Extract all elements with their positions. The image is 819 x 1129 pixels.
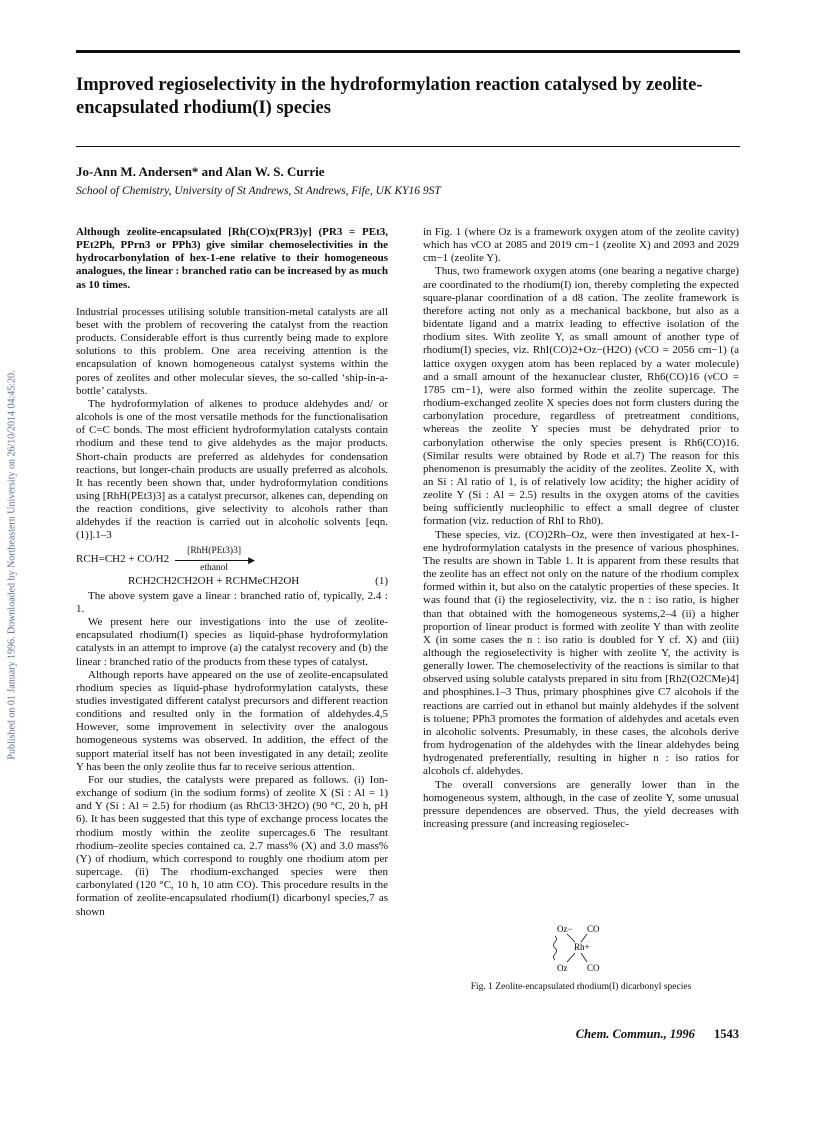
body-paragraph: The hydroformylation of alkenes to produce aldehydes and/ or alcohols is one of the most versatile methods for the functionalisation of C=C bonds. The most efficient hydroformylation catalysts contain rhodium and these tend to give aldehydes as the major products. Short-chain products are preferred as aldehydes for condensation reactions, but longer-chain products are usually preferred as alcohols. It has recently been shown that, under hydroformylation conditions using [RhH(PEt3)3] as a catalyst precursor, alkenes can, depending on the reaction conditions, give selectivity to alcohols rather than aldehydes if the reaction is carried out in alcoholic solvents [eqn. (1)].1–3	[76, 397, 388, 542]
download-watermark	[3, 0, 21, 1129]
header-rule	[76, 146, 740, 147]
rhodium-structure-diagram	[541, 920, 621, 978]
body-paragraph: These species, viz. (CO)2Rh–Oz, were then investigated at hex-1-ene hydroformylation catalysts in the presence of various phosphines. The results are shown in Table 1. It is apparent from these results that the zeolite has an effect not only on the nature of the rhodium complex formed within it, but also on the catalytic properties of these species. It was found that (i) the regioselectivity, viz. the n : iso ratio, is higher than that obtained with the homogeneous systems,2–4 (ii) a higher proportion of linear product is formed with zeolite Y than with zeolite X (in some cases the n : iso ratio is doubled for Y cf. X) and (iii) although the regioselectivity is higher with zeolite Y, the activity is generally lower. The chemoselectivity of the reactions is similar to that observed using soluble catalysts prepared in situ from [Rh2(O2CMe)4] and phosphines.1–3 Thus, primary phosphines give C7 alcohols if the reactions are carried out in ethanol but mainly aldehydes if the solvent is toluene; PPh3 promotes the formation of aldehydes and acetals even in alcoholic solvents. Presumably, in these cases, the alcohols derive from hydrogenation of the aldehydes with the linear aldehydes being hydrogenated preferentially, resulting in higher n : iso ratios for alcohols cf. aldehydes.	[423, 528, 739, 778]
equation-products: RCH2CH2CH2OH + RCHMeCH2OH	[128, 574, 300, 587]
authors: Jo-Ann M. Andersen* and Alan W. S. Currie	[76, 164, 325, 179]
body-paragraph: Thus, two framework oxygen atoms (one bearing a negative charge) are coordinated to the rhodium(I) ion, thereby completing the expected square-planar coordination of a d8 cation. The zeolite framework is therefore acting not only as a mechanical backbone, but also as a bidentate ligand and a matrix leading to effective isolation of the rhodium sites. With zeolite Y, as small amount of another type of rhodium(I) species, viz. RhI(CO)2+Oz−(H2O) (νCO = 2056 cm−1) (a lattice oxygen oxygen atom has been replaced by a water molecule) and a small amount of the hexanuclear cluster, Rh6(CO)16 (νCO = 1785 cm−1), were also formed within the zeolite supercage. The rhodium-exchanged zeolite X species does not form clusters during the carbonylation procedure, regardless of pretreatment conditions, whereas the zeolite Y species must be dehydrated prior to carbonylation otherwise the only species present is Rh6(CO)16. (Similar results were obtained by Rode et al.7) The reason for this phenomenon is presumably the acidity of the zeolites. Zeolite X, with an Si : Al ratio of 1, is of relatively low acidity; the higher acidity of zeolite Y (Si : Al = 2.5) results in the oxygen atoms of the cavities being sufficiently nucleophilic to effect a small degree of cluster formation (viz. reduction of RhI to Rh0).	[423, 265, 739, 528]
left-column	[76, 226, 388, 919]
equation-catalyst: [RhH(PEt3)3]	[187, 546, 241, 557]
body-paragraph: in Fig. 1 (where Oz is a framework oxygen atom of the zeolite cavity) which has νCO at 2085 and 2019 cm−1 (zeolite X) and 2093 and 2029 cm−1 (zeolite Y).	[423, 226, 739, 265]
equation-reactants: RCH=CH2 + CO/H2	[76, 553, 170, 566]
figure-1	[423, 920, 739, 992]
label-co-top: CO	[587, 924, 600, 934]
label-co-bottom: CO	[587, 963, 600, 973]
body-paragraph: Industrial processes utilising soluble transition-metal catalysts are all beset with the problem of recovering the catalyst from the reaction products. Considerable effort is thus currently being made to explore solutions to this problem. One area receiving attention is the encapsulation of known homogeneous catalyst systems within the pores of zeolites and other molecular sieves, the so-called ‘ship-in-a-bottle’ catalysts.	[76, 305, 388, 397]
affiliation: School of Chemistry, University of St Andrews, St Andrews, Fife, UK KY16 9ST	[76, 185, 441, 197]
page-number: 1543	[714, 1027, 739, 1041]
label-oz-bottom: Oz	[557, 963, 568, 973]
equation-number: (1)	[375, 574, 388, 587]
download-watermark-text: Published on 01 January 1996. Downloaded by Northeastern University on 26/10/2014 04:45:20.	[6, 369, 18, 760]
label-oz-top: Oz−	[557, 924, 573, 934]
page-footer	[576, 1027, 739, 1042]
abstract: Although zeolite-encapsulated [Rh(CO)x(PR3)y] (PR3 = PEt3, PEt2Ph, PPrn3 or PPh3) give similar chemoselectivities in the hydrocarbonylation of hex-1-ene relative to their homogeneous analogues, the linear : branched ratio can be increased by as much as 10 times.	[76, 226, 388, 291]
equation-1	[76, 545, 388, 588]
body-paragraph: We present here our investigations into the use of zeolite-encapsulated rhodium(I) species as liquid-phase hydroformylation catalysts in an attempt to improve (a) the catalyst recovery and (b) the linear : branched ratio of the products from these types of catalyst.	[76, 616, 388, 668]
top-rule	[76, 50, 740, 53]
journal-citation: Chem. Commun., 1996	[575, 1027, 695, 1041]
right-column	[423, 226, 739, 831]
body-paragraph: The overall conversions are generally lower than in the homogeneous system, although, in the case of zeolite Y, some unusual pressure dependences are observed. Thus, the yield decreases with increasing pressure (and increasing regioselec-	[423, 778, 739, 831]
article-title: Improved regioselectivity in the hydroformylation reaction catalysed by zeolite-encapsulated rhodium(I) species	[76, 75, 703, 118]
reaction-arrow: [RhH(PEt3)3] ▶ ethanol	[175, 558, 253, 561]
body-paragraph: For our studies, the catalysts were prepared as follows. (i) Ion-exchange of sodium (in the sodium forms) of zeolite X (Si : Al = 1) and Y (Si : Al = 2.5) for rhodium (as RhCl3·3H2O) (90 °C, 20 h, pH 6). It has been suggested that this type of exchange process locates the rhodium mostly within the zeolite supercages.6 The resultant rhodium–zeolite species contained ca. 2.7 mass% (X) and 3.0 mass% (Y) of rhodium, which correspond to roughly one rhodium atom per supercage. (ii) The rhodium-exchanged species were then carbonylated (120 °C, 10 h, 10 atm CO). This procedure results in the formation of zeolite-encapsulated rhodium(I) dicarbonyl species,7 as shown	[76, 773, 388, 918]
body-paragraph: Although reports have appeared on the use of zeolite-encapsulated rhodium species as liquid-phase hydroformylation catalysts, these studies investigated different catalyst precursors and different reaction conditions and resulted only in the formation of aldehydes.4,5 However, some improvement in selectivity over the analogous homogeneous systems was observed. In addition, the effect of the support material itself has not been investigated in any detail; zeolite Y has been the only zeolite thus far to receive serious attention.	[76, 668, 388, 773]
body-paragraph: The above system gave a linear : branched ratio of, typically, 2.4 : 1.	[76, 589, 388, 615]
figure-caption: Fig. 1 Zeolite-encapsulated rhodium(I) dicarbonyl species	[470, 982, 692, 992]
label-rh: Rh+	[574, 942, 590, 952]
equation-solvent: ethanol	[200, 563, 229, 574]
